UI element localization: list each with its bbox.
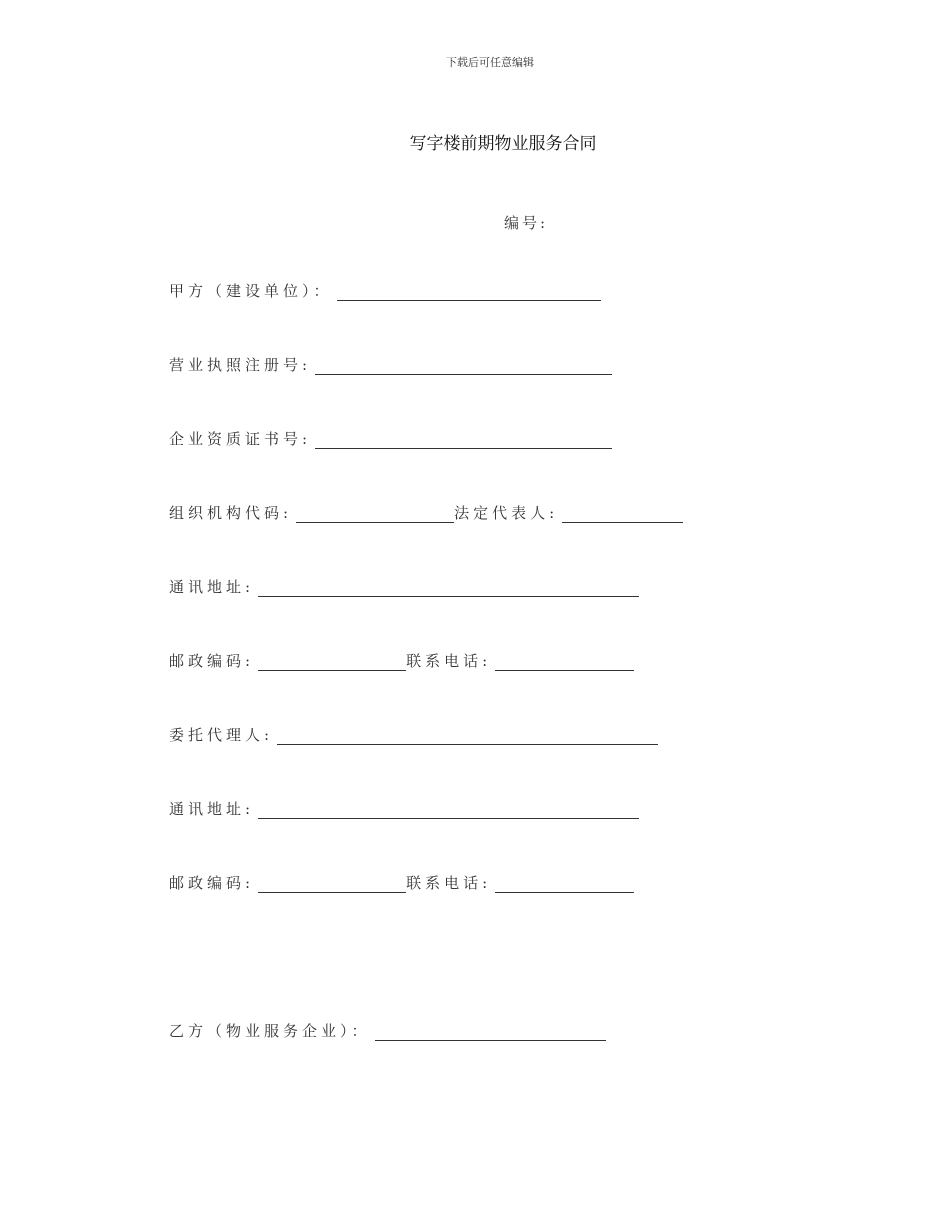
party-b-name-label: 乙方（物业服务企业）： xyxy=(169,1022,371,1040)
agent-row xyxy=(169,723,658,745)
agent-postal-field[interactable] xyxy=(258,874,406,893)
header-note: 下载后可任意编辑 xyxy=(446,56,534,69)
party-a-name-field[interactable] xyxy=(337,282,601,301)
agent-postal-phone-row xyxy=(169,871,634,893)
address-row xyxy=(169,575,639,597)
address-label: 通讯地址: xyxy=(169,578,255,596)
postal-field[interactable] xyxy=(258,652,406,671)
agent-postal-label: 邮政编码: xyxy=(169,874,255,892)
qualification-row xyxy=(169,427,612,449)
party-a-name-row xyxy=(169,279,601,301)
postal-phone-row xyxy=(169,649,634,671)
phone-label: 联系电话: xyxy=(406,652,492,670)
legal-rep-field[interactable] xyxy=(562,504,683,523)
agent-label: 委托代理人: xyxy=(169,726,274,744)
document-number-label: 编号: xyxy=(504,214,549,232)
document-title: 写字楼前期物业服务合同 xyxy=(409,134,597,154)
qualification-field[interactable] xyxy=(315,430,612,449)
postal-label: 邮政编码: xyxy=(169,652,255,670)
agent-address-row xyxy=(169,797,639,819)
license-label: 营业执照注册号: xyxy=(169,356,312,374)
org-code-row xyxy=(169,501,683,523)
party-b-name-row xyxy=(169,1019,606,1041)
agent-address-field[interactable] xyxy=(258,800,639,819)
party-a-name-label: 甲方（建设单位）： xyxy=(169,282,333,300)
qualification-label: 企业资质证书号: xyxy=(169,430,312,448)
phone-field[interactable] xyxy=(495,652,634,671)
agent-address-label: 通讯地址: xyxy=(169,800,255,818)
party-b-name-field[interactable] xyxy=(375,1022,606,1041)
org-code-field[interactable] xyxy=(296,504,454,523)
license-field[interactable] xyxy=(315,356,612,375)
agent-phone-field[interactable] xyxy=(495,874,634,893)
legal-rep-label: 法定代表人: xyxy=(454,504,559,522)
license-row xyxy=(169,353,612,375)
agent-phone-label: 联系电话: xyxy=(406,874,492,892)
org-code-label: 组织机构代码: xyxy=(169,504,293,522)
address-field[interactable] xyxy=(258,578,639,597)
agent-field[interactable] xyxy=(277,726,658,745)
